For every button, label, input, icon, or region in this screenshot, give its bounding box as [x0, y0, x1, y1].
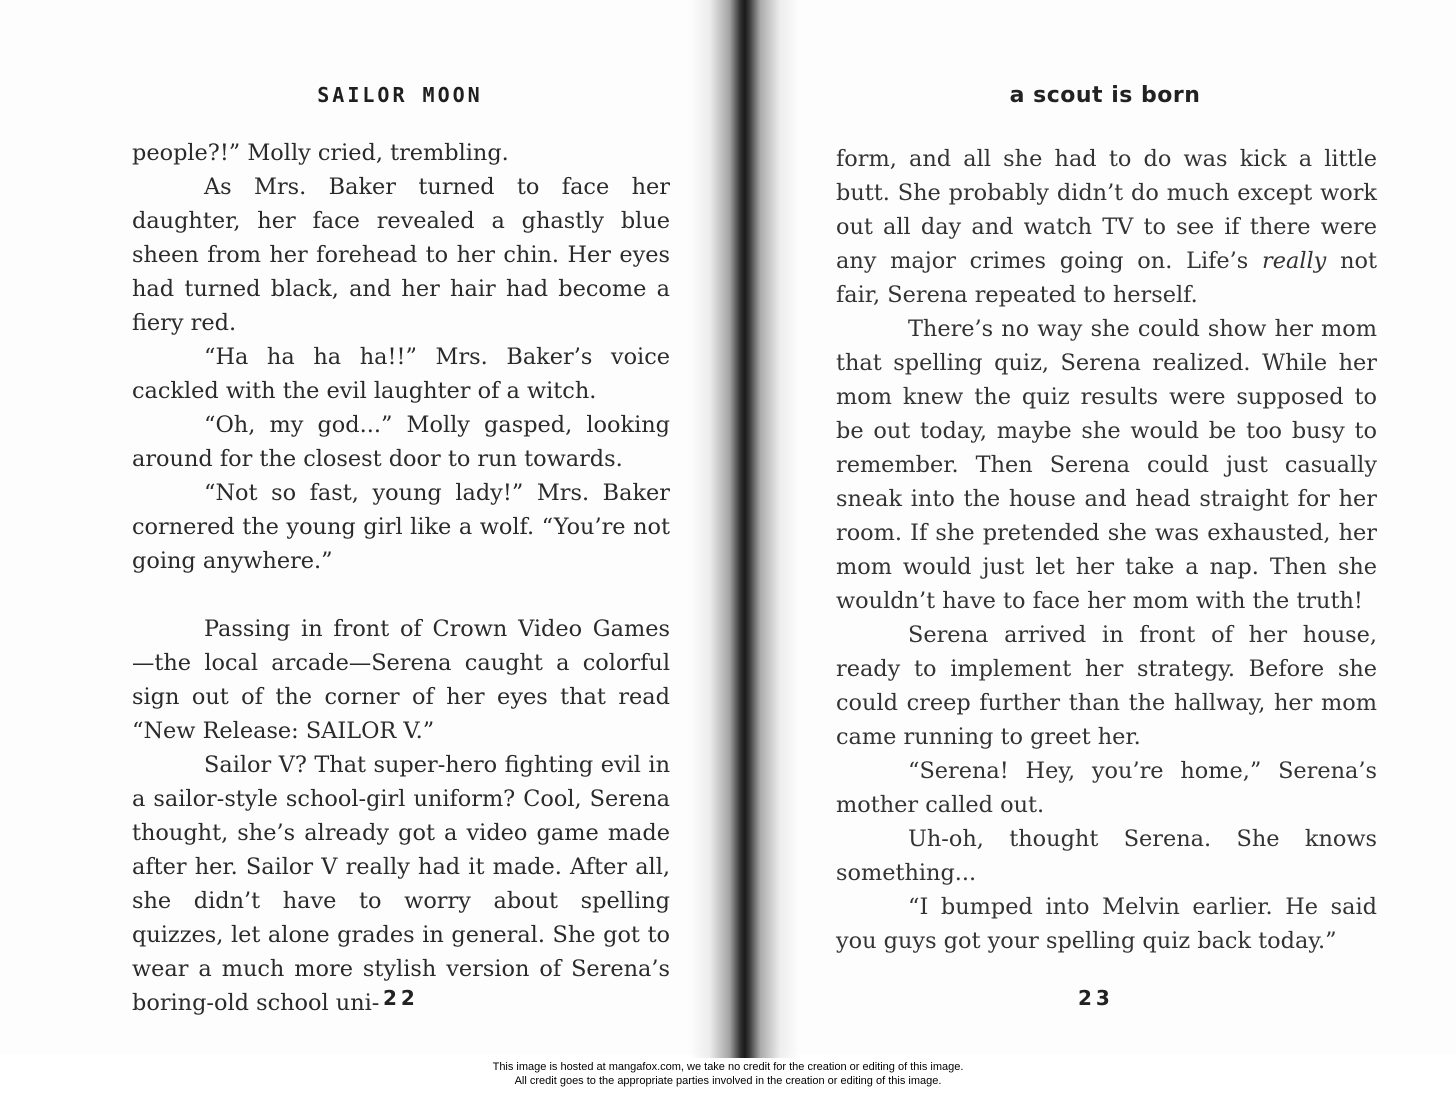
- paragraph: [836, 142, 1377, 312]
- emphasis-text: really: [1262, 248, 1327, 274]
- paragraph: “Serena! Hey, you’re home,” Serena’s mother called out.: [836, 758, 1377, 818]
- paragraph: Uh-oh, thought Serena. She knows something...: [836, 826, 1377, 886]
- paragraph-text: not fair, Serena repeated to herself.: [836, 248, 1377, 308]
- page-number: 22: [383, 986, 419, 1010]
- paragraph: Serena arrived in front of her house, ready to implement her strategy. Before she could creep further than the hallway, her mom came running to greet her.: [836, 622, 1377, 750]
- paragraph: “Oh, my god...” Molly gasped, looking around for the closest door to run towards.: [132, 412, 670, 472]
- paragraph: Passing in front of Crown Video Games—the local arcade—Serena caught a colorful sign out of the corner of her eyes that read “New Release: SAILOR V.”: [132, 616, 670, 744]
- paragraph-text: form, and all she had to do was kick a little butt. She probably didn’t do much except work out all day and watch TV to see if there were any major crimes going on. Life’s: [836, 146, 1377, 274]
- right-page: [760, 0, 1456, 1055]
- left-page-body: [132, 136, 670, 1020]
- paragraph: “I bumped into Melvin earlier. He said you guys got your spelling quiz back today.”: [836, 894, 1377, 954]
- credit-line: This image is hosted at mangafox.com, we take no credit for the creation or editing of this image.: [492, 1061, 964, 1073]
- paragraph: As Mrs. Baker turned to face her daughter, her face revealed a ghastly blue sheen from her forehead to her chin. Her eyes had turned black, and her hair had become a fiery red.: [132, 174, 670, 336]
- paragraph: “Not so fast, young lady!” Mrs. Baker cornered the young girl like a wolf. “You’re not going anywhere.”: [132, 480, 670, 574]
- paragraph: “Ha ha ha ha!!” Mrs. Baker’s voice cackled with the evil laughter of a witch.: [132, 344, 670, 404]
- paragraph: people?!” Molly cried, trembling.: [132, 140, 509, 166]
- right-page-body: [836, 142, 1377, 958]
- paragraph: There’s no way she could show her mom that spelling quiz, Serena realized. While her mom knew the quiz results were supposed to be out today, maybe she would be too busy to remember. Then Serena could just casually sneak into the house and head straight for her room. If she pretended she was exhausted, her mom would just let her take a nap. Then she wouldn’t have to face her mom with the truth!: [836, 316, 1377, 614]
- hosting-credit-footer: [0, 1060, 1456, 1088]
- paragraph: Sailor V? That super-hero fighting evil in a sailor-style school-girl uniform? Cool, Serena thought, she’s already got a video game made after her. Sailor V really had it made. After all, she didn’t have to worry about spelling quizzes, let alone grades in general. She got to wear a much more stylish version of Serena’s boring-old school uni-: [132, 752, 670, 1016]
- page-number: 23: [1078, 986, 1114, 1010]
- left-page: [0, 0, 720, 1055]
- credit-line: All credit goes to the appropriate parties involved in the creation or editing of this image.: [514, 1075, 942, 1087]
- running-header-chapter-title: a scout is born: [1009, 83, 1201, 108]
- running-header-series-title: SAILOR MOON: [317, 83, 483, 107]
